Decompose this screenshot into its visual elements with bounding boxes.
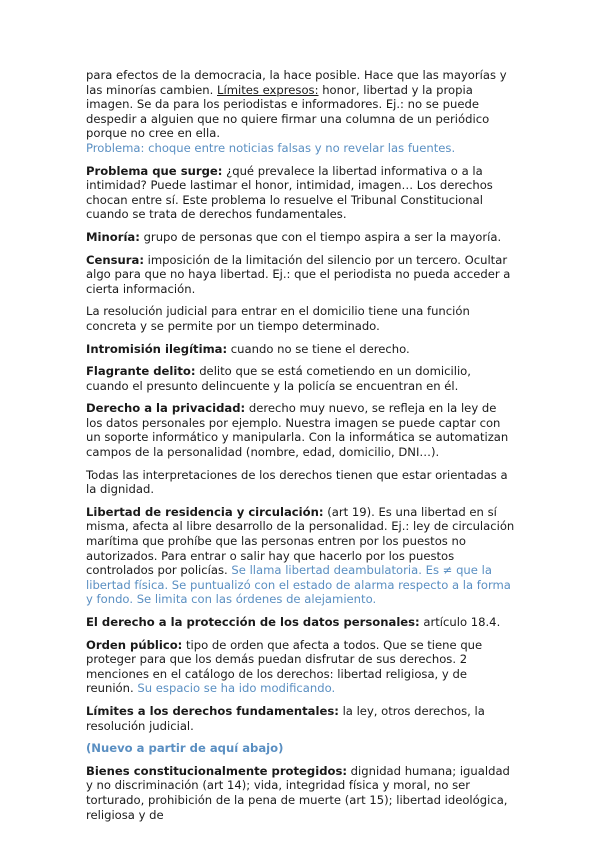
paragraph-bienes [86,764,516,822]
section-marker: (Nuevo a partir de aquí abajo) [86,741,284,756]
bold-term: Libertad de residencia y circulación: [86,504,324,519]
definition-text: dignidad humana; igualdad y no discriminación (art 14); vida, integridad física y moral, no ser torturado, prohibición de la pena de muerte (art 15); libertad ideológica, religiosa y de [86,763,510,822]
blue-note: Problema: choque entre noticias falsas y no revelar las fuentes. [86,140,456,155]
bold-term: Minoría: [86,229,140,244]
bold-term: Censura: [86,252,144,267]
paragraph-text: Todas las interpretaciones de los derechos tienen que estar orientadas a la dignidad. [86,467,508,497]
paragraph-resolucion [86,304,516,333]
bold-term: Intromisión ilegítima: [86,341,228,356]
definition-text: imposición de la limitación del silencio por un tercero. Ocultar algo para que no haya libertad. Ej.: que el periodista no pueda acceder a cierta información. [86,252,511,296]
bold-term: Flagrante delito: [86,364,196,379]
definition-text: tipo de orden que afecta a todos. Que se tiene que proteger para que los demás puedan disfrutar de sus derechos. 2 menciones en el catálogo de los derechos: libertad religiosa, y de reunión. [86,637,483,696]
paragraph-text-cont: honor, libertad y la propia imagen. Se da para los periodistas e informadores. Ej.: no se puede despedir a alguien que no quiere firmar una columna de un periódico porque no cree en ella. [86,82,490,141]
bold-term: Derecho a la privacidad: [86,401,246,416]
paragraph-expresion [86,68,516,156]
bold-term: Límites a los derechos fundamentales: [86,703,339,718]
definition-text: derecho muy nuevo, se refleja en la ley de los datos personales por ejemplo. Nuestra imagen se puede captar con un soporte informático y manipularla. Con la informática se automatizan campos de la personalidad (nombre, edad, domicilio, DNI…). [86,401,509,460]
definition-text: (art 19). Es una libertad en sí misma, afecta al libre desarrollo de la personalidad. Ej.: ley de circulación marítima que prohíbe que las personas entren por los puestos no autorizados. Para entrar o salir hay que hacerlo por los puestos controlados por policías. [86,504,515,578]
paragraph-minoria [86,230,516,245]
paragraph-text: para efectos de la democracia, la hace posible. Hace que las mayorías y las minorías cambien. [86,68,507,97]
definition-text: grupo de personas que con el tiempo aspira a ser la mayoría. [139,229,502,244]
definition-text: delito que se está cometiendo en un domicilio, cuando el presunto delincuente y la policía se encuentran en él. [86,364,471,393]
paragraph-orden [86,638,516,696]
paragraph-datos [86,615,516,630]
definition-text: la ley, otros derechos, la resolución judicial. [86,703,485,733]
paragraph-residencia [86,505,516,607]
paragraph-text: La resolución judicial para entrar en el domicilio tiene una función concreta y se permite por un tiempo determinado. [86,304,470,333]
paragraph-limites [86,704,516,733]
document-page [86,68,516,830]
paragraph-privacidad [86,401,516,459]
paragraph-dignidad [86,468,516,497]
bold-term: El derecho a la protección de los datos personales: [86,615,420,629]
paragraph-nuevo [86,741,516,756]
blue-note: Se llama libertad deambulatoria. Es ≠ que la libertad física. Se puntualizó con el estado de alarma respecto a la forma y fondo. Se limita con las órdenes de alejamiento. [86,563,511,607]
paragraph-problema [86,164,516,222]
paragraph-intromision [86,342,516,357]
blue-note: Su espacio se ha ido modificando. [133,681,336,696]
definition-text: cuando no se tiene el derecho. [227,341,410,356]
bold-term: Orden público: [86,637,183,652]
underlined-term: Límites expresos: [217,82,319,97]
bold-term: Bienes constitucionalmente protegidos: [86,763,347,778]
paragraph-flagrante [86,364,516,393]
paragraph-censura [86,253,516,297]
definition-text: artículo 18.4. [419,615,501,629]
bold-term: Problema que surge: [86,163,223,178]
definition-text: ¿qué prevalece la libertad informativa o a la intimidad? Puede lastimar el honor, intimidad, imagen… Los derechos chocan entre sí. Este problema lo resuelve el Tribunal Constitucional cuando se trata de derechos fundamentales. [86,163,493,222]
